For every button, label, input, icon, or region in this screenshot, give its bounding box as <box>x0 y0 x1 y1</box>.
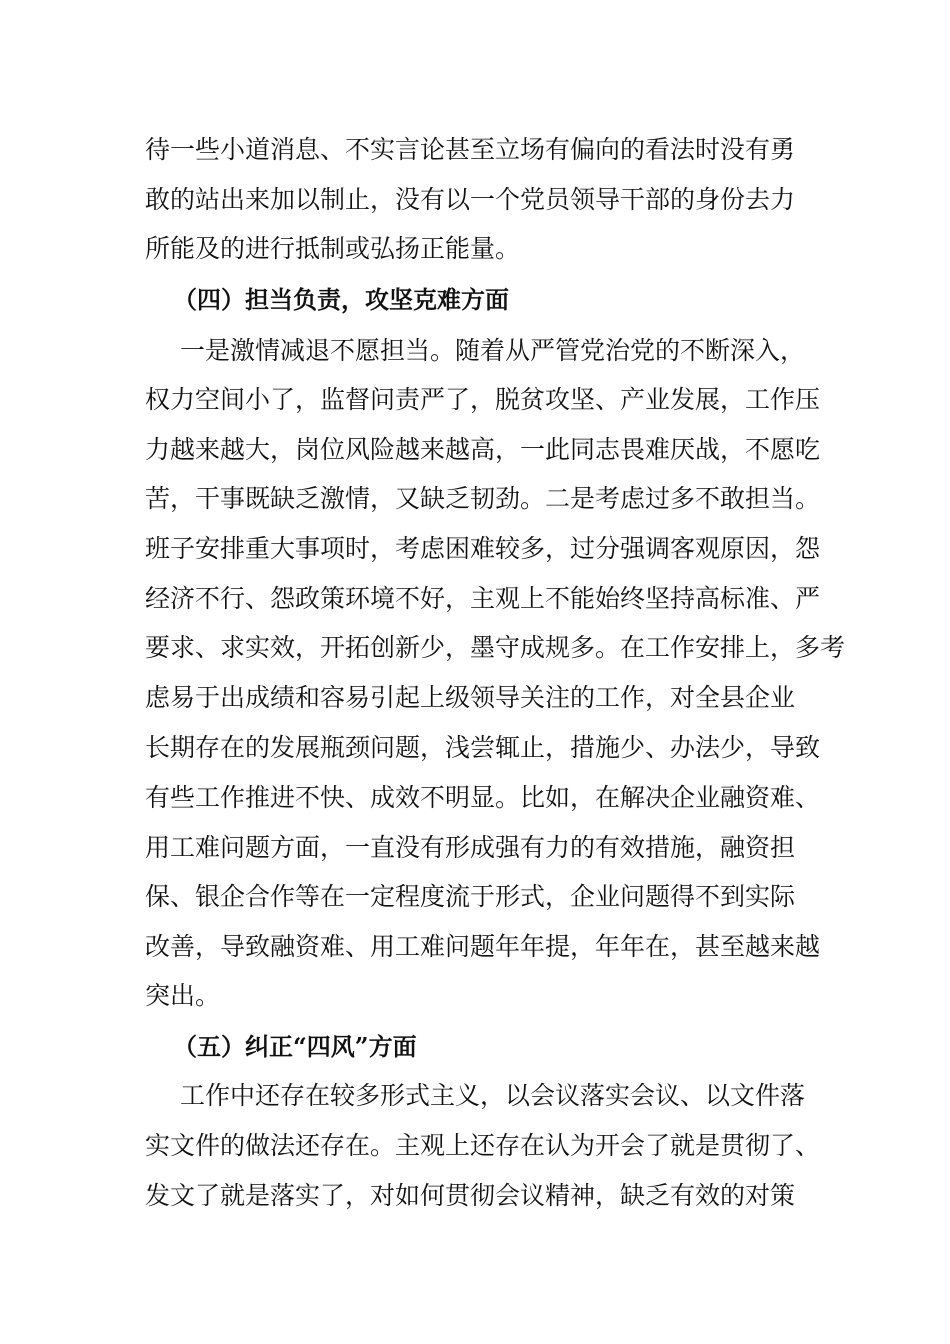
text-line: 苦，干事既缺乏激情，又缺乏韧劲。二是考虑过多不敢担当。 <box>145 484 821 513</box>
section-heading: （四）担当负责，攻坚克难方面 <box>173 285 509 314</box>
text-line: 一是激情减退不愿担当。随着从严管党治党的不断深入， <box>180 336 806 365</box>
text-line: 保、银企合作等在一定程度流于形式，企业问题得不到实际 <box>145 882 796 911</box>
text-line: 有些工作推进不快、成效不明显。比如，在解决企业融资难、 <box>145 783 821 812</box>
text-line: 用工难问题方面，一直没有形成强有力的有效措施，融资担 <box>145 833 796 862</box>
text-line: 力越来越大，岗位风险越来越高，一此同志畏难厌战，不愿吃 <box>145 435 821 464</box>
text-line: 权力空间小了，监督问责严了，脱贫攻坚、产业发展，工作压 <box>145 385 821 414</box>
text-line: 所能及的进行抵制或弘扬正能量。 <box>145 234 521 263</box>
text-line: 工作中还存在较多形式主义，以会议落实会议、以文件落 <box>180 1081 806 1110</box>
text-line: 实文件的做法还存在。主观上还存在认为开会了就是贯彻了、 <box>145 1131 821 1160</box>
text-line: 班子安排重大事项时，考虑困难较多，过分强调客观原因，怨 <box>145 534 821 563</box>
text-line: 要求、求实效，开拓创新少，墨守成规多。在工作安排上，多考 <box>145 633 846 662</box>
text-line: 经济不行、怨政策环境不好，主观上不能始终坚持高标准、严 <box>145 584 821 613</box>
text-line: 改善，导致融资难、用工难问题年年提，年年在，甚至越来越 <box>145 932 821 961</box>
text-line: 敢的站出来加以制止，没有以一个党员领导干部的身份去力 <box>145 185 796 214</box>
text-line: 发文了就是落实了，对如何贯彻会议精神，缺乏有效的对策 <box>145 1181 796 1210</box>
section-heading: （五）纠正“四风”方面 <box>173 1032 417 1061</box>
text-line: 长期存在的发展瓶颈问题，浅尝辄止，措施少、办法少，导致 <box>145 733 821 762</box>
text-line: 突出。 <box>145 981 221 1010</box>
text-line: 待一些小道消息、不实言论甚至立场有偏向的看法时没有勇 <box>145 135 796 164</box>
text-line: 虑易于出成绩和容易引起上级领导关注的工作，对全县企业 <box>145 683 796 712</box>
